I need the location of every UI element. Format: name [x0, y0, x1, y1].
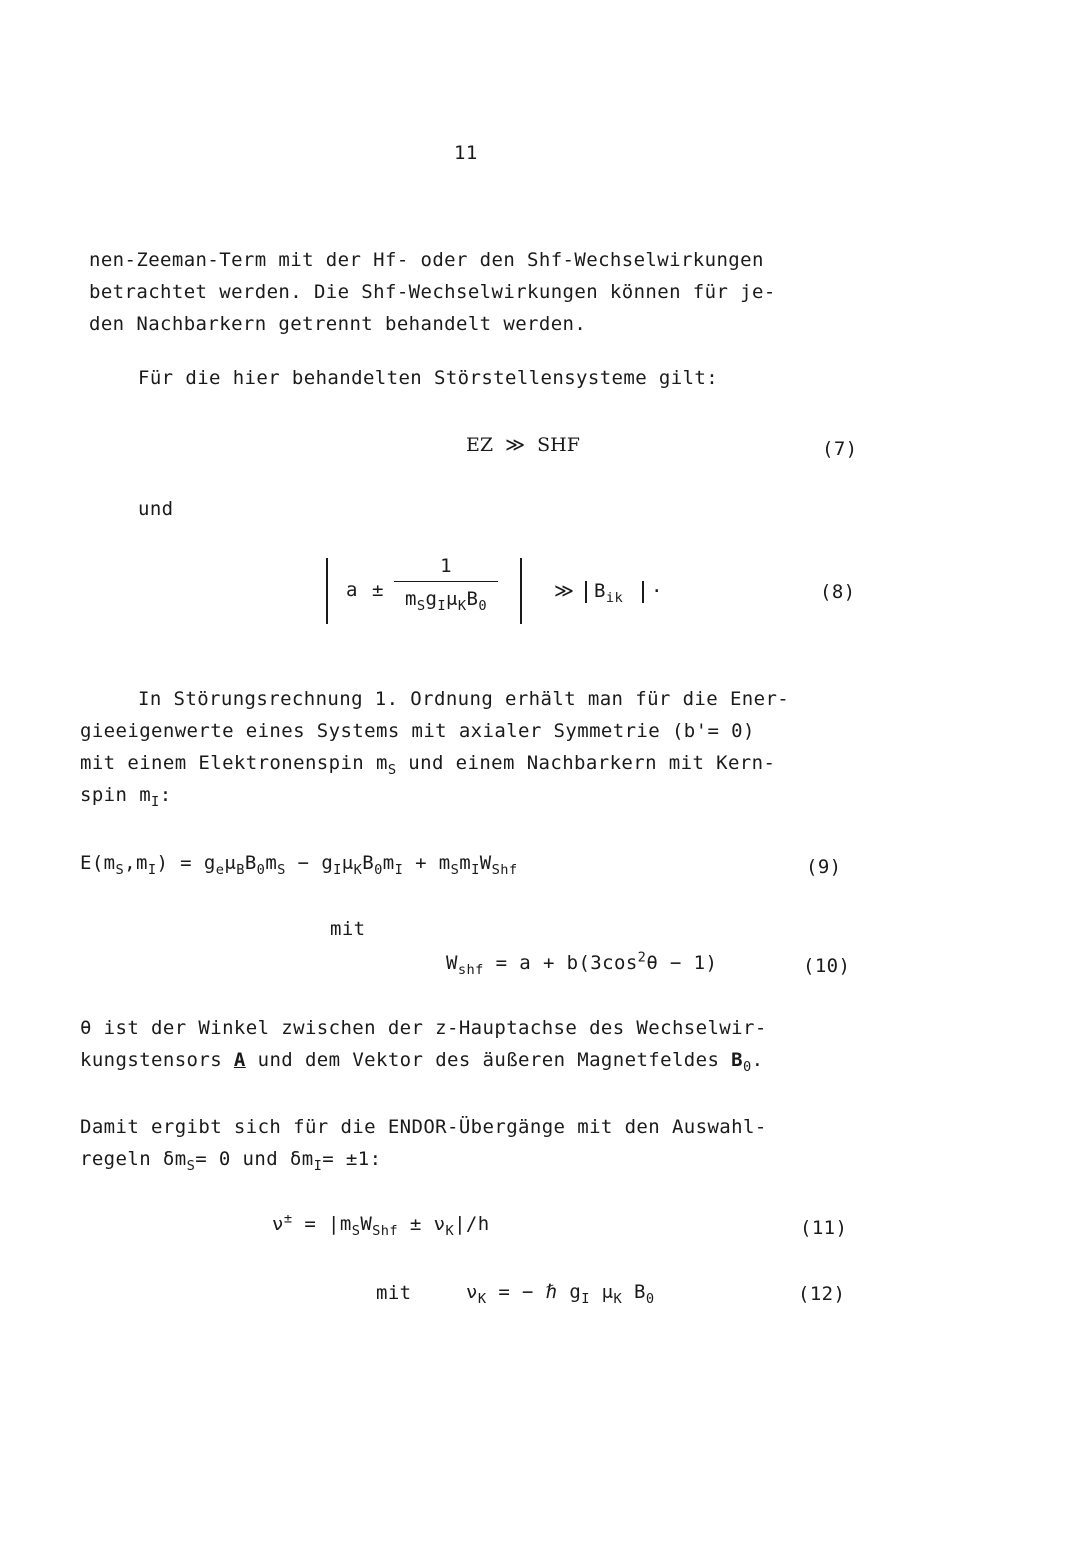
paragraph-line [80, 752, 776, 778]
abs-bar-small-right [642, 581, 644, 603]
eq7-operator: ≫ [505, 434, 526, 456]
text-span: mit einem Elektronenspin m [80, 752, 388, 774]
text-span: kungstensors [80, 1049, 234, 1071]
paragraph-line: In Störungsrechnung 1. Ordnung erhält man für die Ener- [138, 688, 790, 710]
eq8-a: a [346, 579, 358, 601]
equation-number: (7) [822, 438, 858, 460]
text-span: = ±1: [322, 1148, 382, 1170]
eq8-dot: · [651, 580, 663, 602]
subscript: I [151, 793, 160, 810]
abs-bar-small-left [585, 581, 587, 603]
paragraph-line: nen-Zeeman-Term mit der Hf- oder den Shf-Wechselwirkungen [89, 249, 764, 271]
subscript: I [313, 1157, 323, 1174]
equation-10: $W_{shf} = a + b(3\cos^2\theta - 1)$ [446, 949, 718, 978]
equation-7 [466, 434, 580, 456]
eq8-numerator: 1 [440, 555, 452, 577]
text-span: . [751, 1049, 764, 1071]
paragraph-line: gieeigenwerte eines Systems mit axialer Symmetrie (b'= 0) [80, 720, 755, 742]
paragraph-line: Für die hier behandelten Störstellensysteme gilt: [138, 367, 719, 389]
subscript: 0 [743, 1058, 752, 1075]
eq8-denominator: $m_Sg_I\mu_KB_0$ [405, 588, 487, 614]
eq8-rhs-subscript: ik [605, 589, 624, 606]
eq7-rhs: SHF [537, 434, 580, 456]
text-span: = 0 und δm [195, 1148, 314, 1170]
equation-number: (10) [803, 955, 851, 977]
field-symbol: B [731, 1049, 744, 1071]
connector-mit: mit [376, 1282, 412, 1304]
equation-11: $\nu^\pm = |m_SW_{Shf} \pm \nu_K|/h$ [272, 1210, 490, 1239]
eq8-pm: ± [372, 579, 384, 601]
eq7-lhs: EZ [466, 434, 494, 456]
text-span: regeln δm [80, 1148, 187, 1170]
abs-bar-left [326, 558, 328, 624]
equation-number: (11) [800, 1217, 848, 1239]
abs-bar-right [520, 558, 522, 624]
text-span: und dem Vektor des äußeren Magnetfeldes [245, 1049, 732, 1071]
text-span: spin m [80, 784, 152, 806]
equation-number: (12) [798, 1283, 846, 1305]
text-span: : [159, 784, 172, 806]
text-span: und einem Nachbarkern mit Kern- [396, 752, 776, 774]
eq8-rhs-symbol: B [594, 580, 606, 602]
subscript: S [186, 1157, 196, 1174]
paragraph-line: und [138, 498, 174, 520]
eq8-rhs [594, 580, 624, 606]
paragraph-line [80, 784, 172, 810]
equation-9: $E(m_S,m_I) = g_e\mu_BB_0m_S - g_I\mu_KB_0m_I + m_Sm_IW_{Shf}$ [80, 852, 518, 878]
connector-mit: mit [330, 918, 366, 940]
paragraph-line [80, 1148, 382, 1174]
eq8-fraction [394, 555, 498, 614]
paragraph-line: Damit ergibt sich für die ENDOR-Übergänge mit den Auswahl- [80, 1116, 767, 1138]
eq8-operator: ≫ [554, 580, 574, 602]
equation-12: $\nu_K$ = − ℏ $g_I$ $\mu_K$ $B_0$ [466, 1281, 655, 1307]
paragraph-line: θ ist der Winkel zwischen der z-Hauptachse des Wechselwir- [80, 1017, 767, 1039]
equation-number: (8) [820, 581, 856, 603]
page-number: 11 [454, 142, 478, 164]
paragraph-line: betrachtet werden. Die Shf-Wechselwirkungen können für je- [89, 281, 776, 303]
tensor-symbol: A [233, 1049, 246, 1071]
paragraph-line [80, 1049, 764, 1075]
paragraph-line: den Nachbarkern getrennt behandelt werden. [89, 313, 587, 335]
subscript: S [387, 761, 397, 778]
equation-number: (9) [806, 856, 842, 878]
